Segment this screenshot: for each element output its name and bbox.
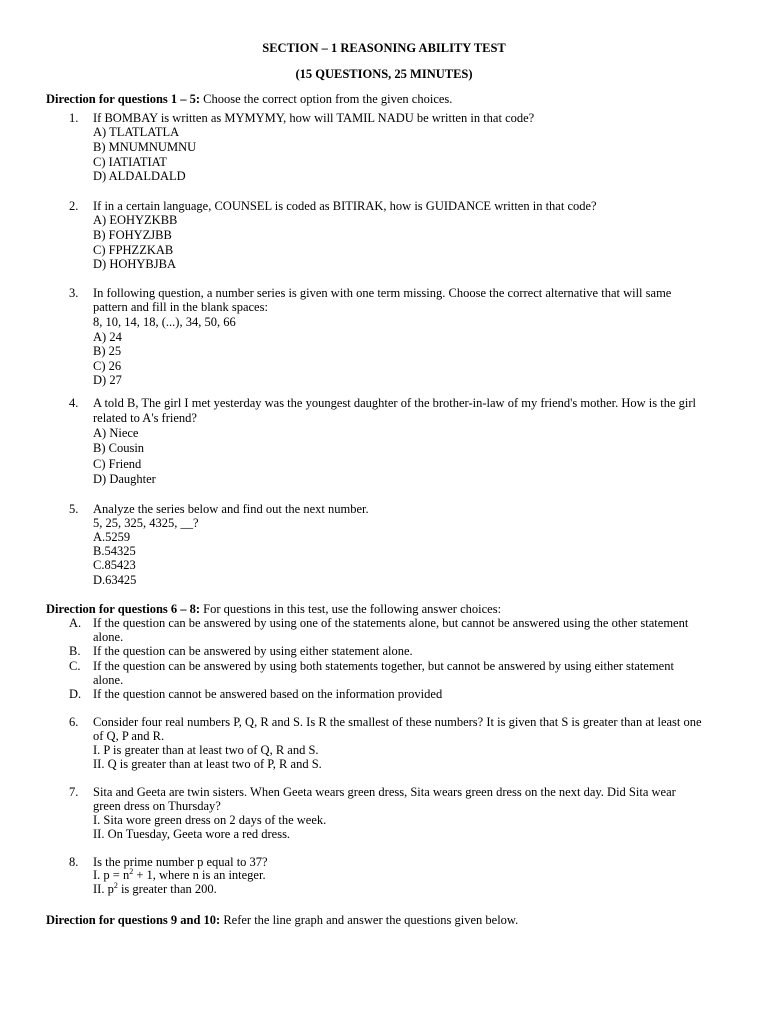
answer-choices	[46, 616, 722, 701]
direction-label: Direction for questions 6 – 8:	[46, 601, 201, 616]
option-c: C) IATIATIAT	[93, 154, 167, 169]
question-number: 3.	[69, 285, 79, 300]
choice-letter: B.	[69, 644, 81, 659]
option-b: B) FOHYZJBB	[93, 227, 172, 242]
answer-choice-d	[46, 687, 722, 701]
direction-1-5	[46, 92, 722, 107]
exponent: 2	[129, 867, 134, 877]
question-stem: If in a certain language, COUNSEL is coded as BITIRAK, how is GUIDANCE written in that code?	[93, 198, 597, 213]
statement-1	[93, 869, 722, 883]
option-d: D) HOHYBJBA	[93, 257, 176, 272]
question-number: 1.	[69, 110, 79, 125]
option-b: B) 25	[93, 344, 122, 359]
section-subtitle: (15 QUESTIONS, 25 MINUTES)	[295, 66, 473, 81]
choice-text-line-1: If the question cannot be answered based on the information provided	[93, 686, 443, 701]
option-d: D) 27	[93, 373, 122, 388]
question-1	[46, 111, 722, 184]
option-c: C) 26	[93, 358, 122, 373]
answer-choice-c	[46, 659, 722, 687]
option-c: C) FPHZZKAB	[93, 242, 174, 257]
choice-text-line-1: If the question can be answered by using either statement alone.	[93, 644, 413, 659]
question-number: 7.	[69, 785, 79, 800]
question-number: 4.	[69, 395, 79, 410]
direction-6-8	[46, 602, 722, 617]
statement-2-post: is greater than 200.	[117, 881, 217, 896]
choice-text-line-1: If the question can be answered by using both statements together, but cannot be answered by using either statement	[93, 658, 674, 673]
question-4	[46, 396, 722, 487]
option-b: B) Cousin	[93, 441, 145, 456]
choice-letter: A.	[69, 616, 82, 631]
question-stem: Is the prime number p equal to 37?	[93, 854, 268, 869]
answer-choice-a	[46, 616, 722, 644]
answer-choice-b	[46, 644, 722, 658]
option-a: A) 24	[93, 329, 122, 344]
question-8	[46, 856, 722, 897]
statement-2: II. On Tuesday, Geeta wore a red dress.	[93, 827, 291, 842]
question-stem: If BOMBAY is written as MYMYMY, how will TAMIL NADU be written in that code?	[93, 110, 535, 125]
choice-letter: D.	[69, 686, 82, 701]
option-c: C.85423	[93, 558, 136, 573]
statement-2-pre: II. p	[93, 881, 114, 896]
direction-label: Direction for questions 9 and 10:	[46, 912, 221, 927]
question-stem-line-2: of Q, P and R.	[93, 728, 165, 743]
question-6	[46, 715, 722, 771]
question-3	[46, 286, 722, 388]
option-d: D.63425	[93, 572, 137, 587]
direction-label: Direction for questions 1 – 5:	[46, 92, 201, 107]
choice-text-line-2: alone.	[93, 672, 124, 687]
choice-letter: C.	[69, 658, 81, 673]
statement-1-post: + 1, where n is an integer.	[133, 868, 266, 883]
direction-text: Refer the line graph and answer the questions given below.	[220, 912, 519, 927]
question-2	[46, 199, 722, 272]
statement-1-pre: I. p = n	[93, 868, 130, 883]
option-c: C) Friend	[93, 456, 142, 471]
exponent: 2	[113, 880, 118, 890]
option-a: A) TLATLATLA	[93, 125, 180, 140]
direction-text: For questions in this test, use the following answer choices:	[200, 601, 502, 616]
number-series: 8, 10, 14, 18, (...), 34, 50, 66	[93, 314, 236, 329]
question-stem-line-2: related to A's friend?	[93, 411, 197, 426]
question-stem-line-2: green dress on Thursday?	[93, 799, 221, 814]
option-b: B) MNUMNUMNU	[93, 139, 197, 154]
question-stem-line-1: A told B, The girl I met yesterday was the youngest daughter of the brother-in-law of my friend's mother. How is the girl	[93, 395, 697, 410]
option-a: A.5259	[93, 530, 131, 545]
option-b: B.54325	[93, 544, 136, 559]
question-stem-line-2: pattern and fill in the blank spaces:	[93, 300, 268, 315]
question-number: 2.	[69, 198, 79, 213]
section-title: SECTION – 1 REASONING ABILITY TEST	[262, 41, 506, 55]
statement-2	[93, 880, 722, 897]
question-stem-line-1: In following question, a number series is given with one term missing. Choose the correct alternative that will same	[93, 285, 672, 300]
question-number: 6.	[69, 714, 79, 729]
direction-9-10	[46, 913, 722, 928]
statement-1: I. Sita wore green dress on 2 days of the week.	[93, 813, 327, 828]
option-a: A) Niece	[93, 426, 139, 441]
question-stem-line-1: Sita and Geeta are twin sisters. When Geeta wears green dress, Sita wears green dress on the next day. Did Sita wear	[93, 785, 676, 800]
statement-2: II. Q is greater than at least two of P, R and S.	[93, 757, 322, 772]
direction-text: Choose the correct option from the given choices.	[200, 92, 453, 107]
choice-text-line-1: If the question can be answered by using one of the statements alone, but cannot be answered using the other statement	[93, 616, 689, 631]
question-stem: Analyze the series below and find out the next number.	[93, 502, 369, 517]
question-7	[46, 785, 722, 841]
choice-text-line-2: alone.	[93, 630, 124, 645]
question-5	[46, 502, 722, 587]
option-d: D) Daughter	[93, 471, 156, 486]
statement-1: I. P is greater than at least two of Q, R and S.	[93, 743, 319, 757]
number-series: 5, 25, 325, 4325, __?	[93, 516, 199, 531]
option-a: A) EOHYZKBB	[93, 213, 178, 228]
question-stem-line-1: Consider four real numbers P, Q, R and S. Is R the smallest of these numbers? It is given that S is greater than at least one	[93, 714, 702, 729]
question-number: 5.	[69, 502, 79, 517]
option-d: D) ALDALDALD	[93, 169, 186, 184]
question-number: 8.	[69, 854, 79, 869]
